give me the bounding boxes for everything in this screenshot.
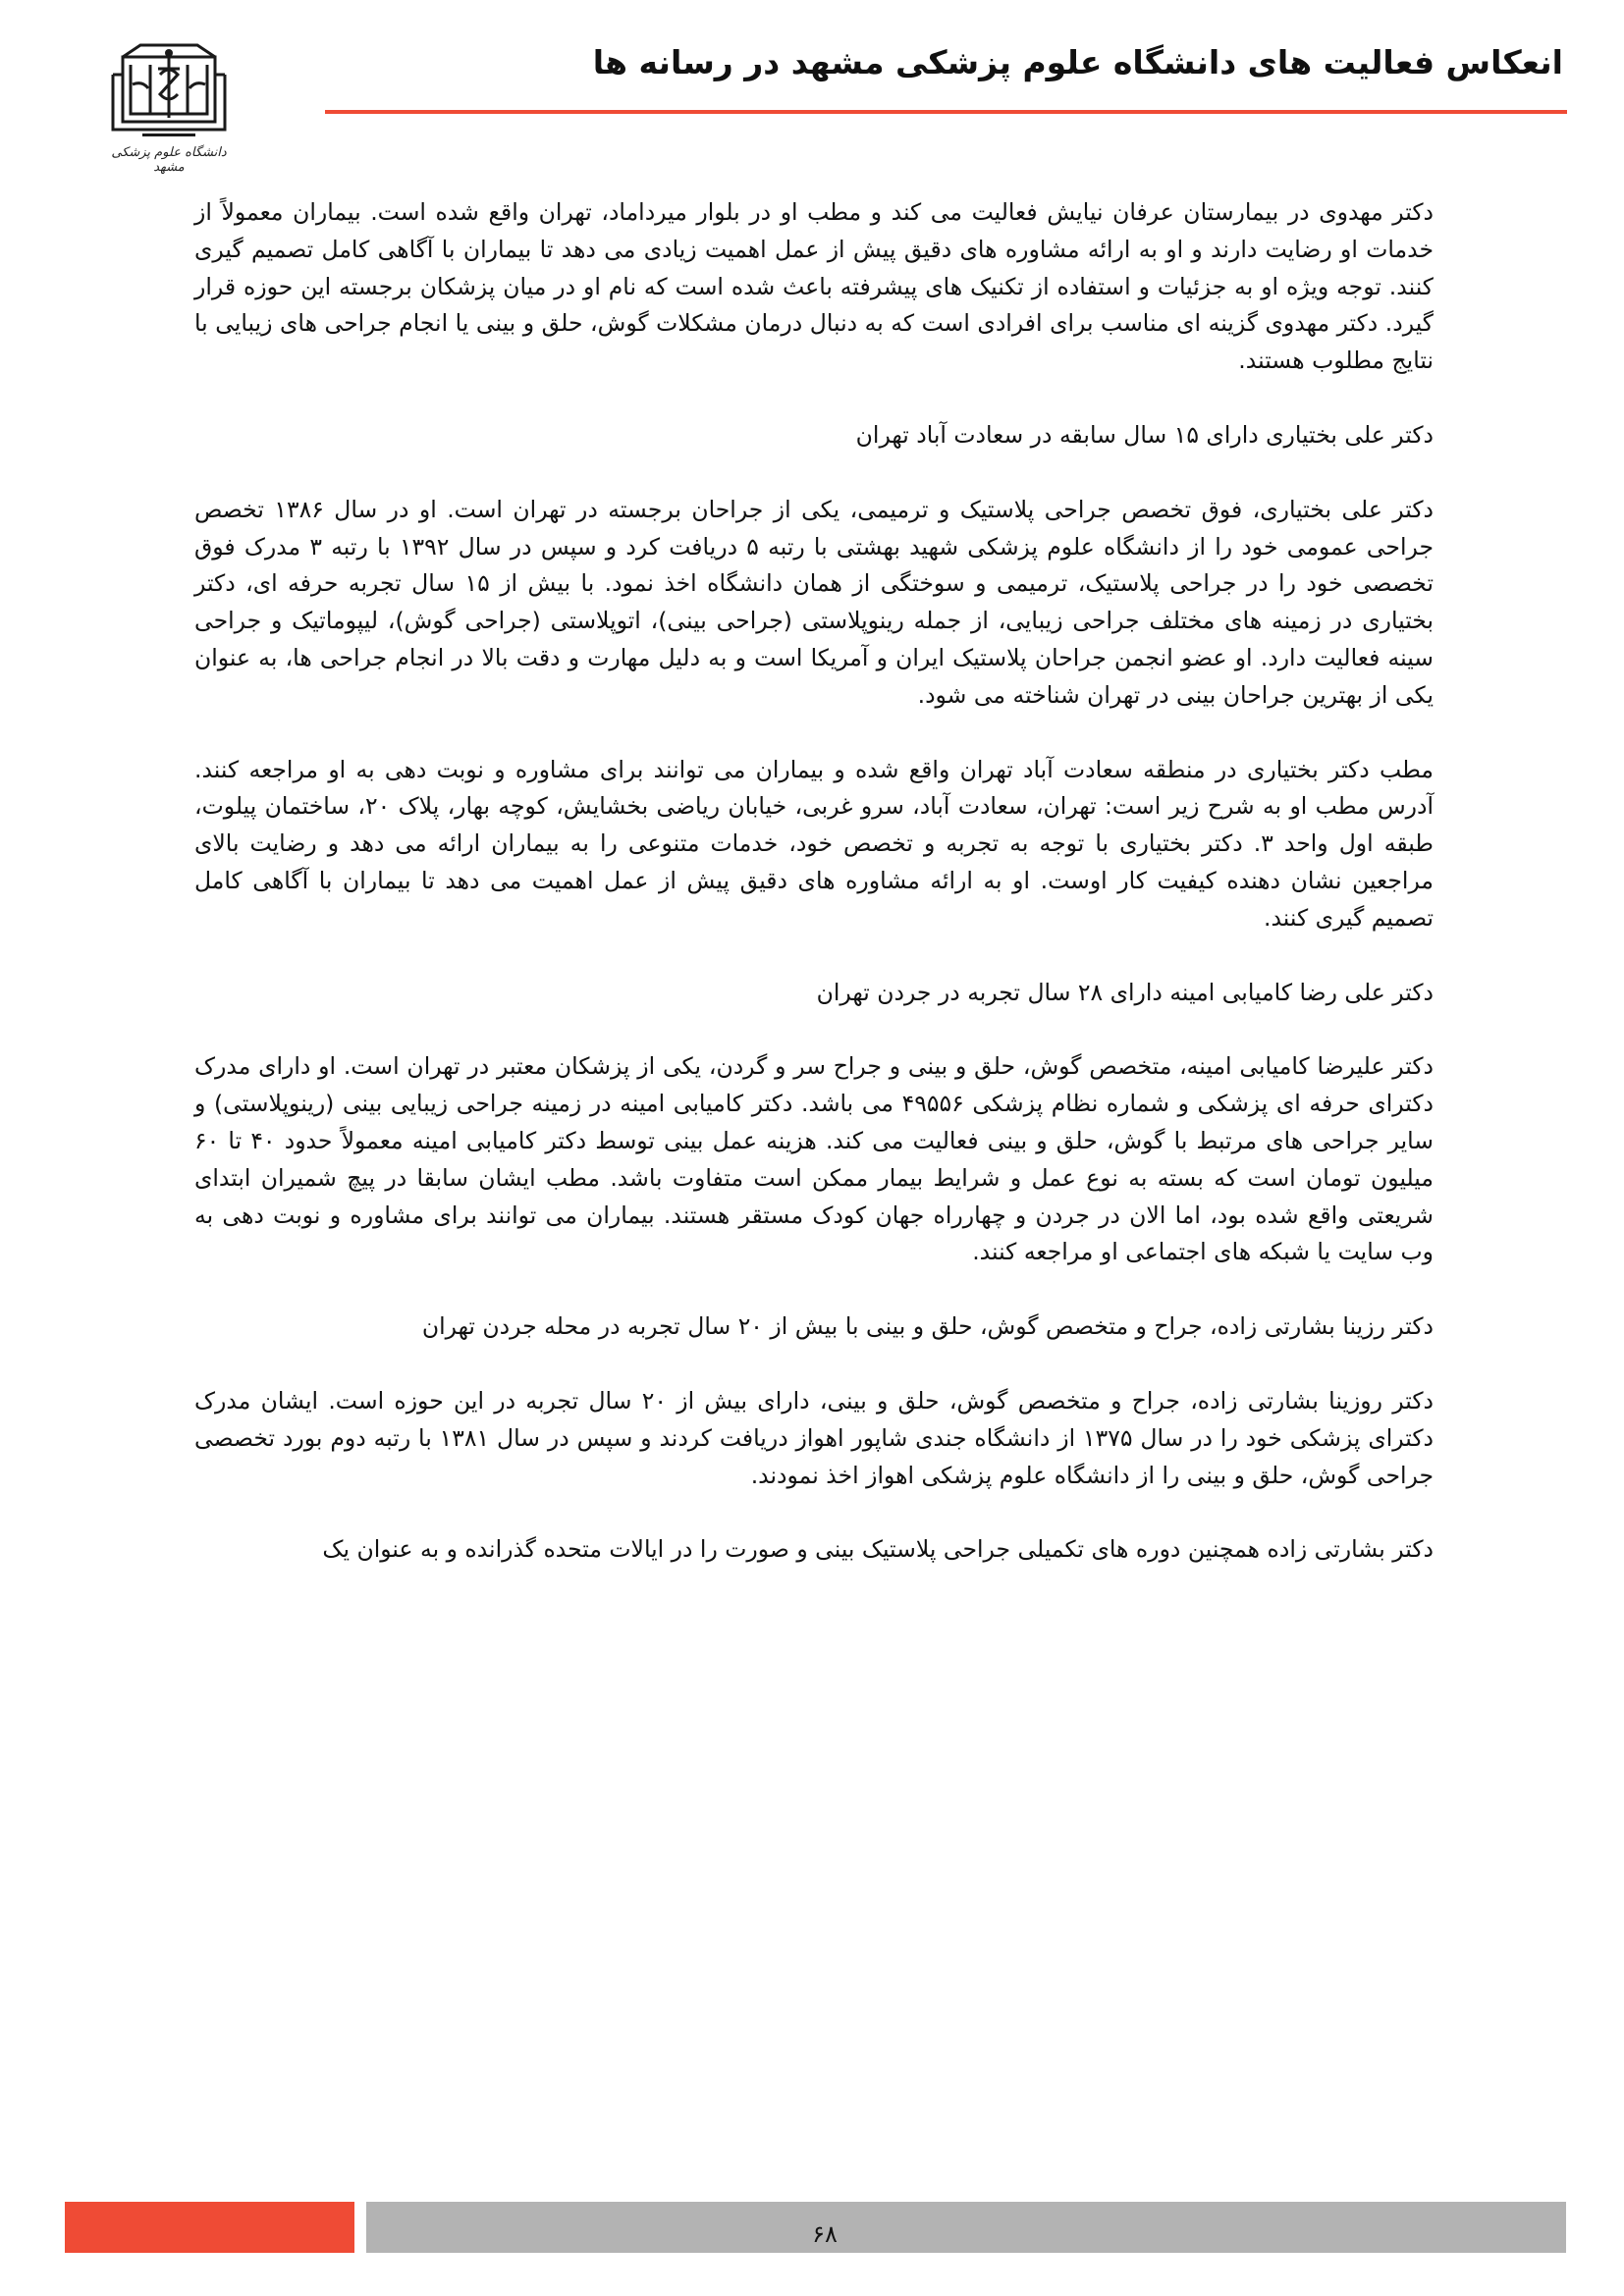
paragraph-bakhtiari-bio: دکتر علی بختیاری، فوق تخصص جراحی پلاستیک و ترمیمی، یکی از جراحان برجسته در تهران است. او در سال ۱۳۸۶ تخصص جراحی عمومی خود را از دانشگاه علوم پزشکی شهید بهشتی با رتبه ۵ دریافت کرد و سپس در سال ۱۳۹۲ با رتبه ۳ مدرک فوق تخصصی خود را در جراحی پلاستیک، ترمیمی و سوختگی از همان دانشگاه اخذ نمود. با بیش از ۱۵ سال تجربه حرفه ای، دکتر بختیاری در زمینه های مختلف جراحی زیبایی، از جمله رینوپلاستی (جراحی بینی)، اتوپلاستی (جراحی گوش)، لیپوماتیک و جراحی سینه فعالیت دارد. او عضو انجمن جراحان پلاستیک ایران و آمریکا است و به دلیل مهارت و دقت بالا در انجام جراحی ها، به عنوان یکی از بهترین جراحان بینی در تهران شناخته می شود. [194,495,1435,709]
footer-accent-bar [65,2202,354,2253]
paragraph-kamyabi-amineh-bio: دکتر علیرضا کامیابی امینه، متخصص گوش، حلق و بینی و جراح سر و گردن، یکی از پزشکان معتبر در تهران است. او دارای مدرک دکترای حرفه ای پزشکی و شماره نظام پزشکی ۴۹۵۵۶ می باشد. دکتر کامیابی امینه در زمینه جراحی زیبایی بینی (رینوپلاستی) و سایر جراحی های مرتبط با گوش، حلق و بینی فعالیت می کند. هزینه عمل بینی توسط دکتر کامیابی امینه معمولاً حدود ۴۰ تا ۶۰ میلیون تومان است که بسته به نوع عمل و شرایط بیمار ممکن است متفاوت باشد. مطب ایشان سابقا در پیچ شمیران ابتدای شریعتی واقع شده بود، اما الان در جردن و چهارراه جهان کودک مستقر هستند. بیماران می توانند برای مشاوره و نوبت دهی به وب سایت یا شبکه های اجتماعی او مراجعه کنند. [194,1052,1435,1266]
paragraph-besharatizadeh-bio: دکتر روزینا بشارتی زاده، جراح و متخصص گوش، حلق و بینی، دارای بیش از ۲۰ سال تجربه در این حوزه است. ایشان مدرک دکترای پزشکی خود را در سال ۱۳۷۵ از دانشگاه جندی شاپور اهواز دریافت کردند و سپس در سال ۱۳۸۱ با رتبه دوم بورد تخصصی جراحی گوش، حلق و بینی را از دانشگاه علوم پزشکی اهواز اخذ نمودند. [194,1386,1435,1489]
paragraph-mahdavi-practice: دکتر مهدوی در بیمارستان عرفان نیایش فعالیت می کند و مطب او در بلوار میرداماد، تهران واقع شده است. بیماران معمولاً از خدمات او رضایت دارند و او به ارائه مشاوره های دقیق پیش از عمل اهمیت زیادی می دهد تا بیماران با آگاهی کامل تصمیم گیری کنند. توجه ویژه او به جزئیات و استفاده از تکنیک های پیشرفته باعث شده است که نام او در میان پزشکان برجسته این حوزه قرار گیرد. دکتر مهدوی گزینه ای مناسب برای افرادی است که به دنبال درمان مشکلات گوش، حلق و بینی یا انجام جراحی های زیبایی با نتایج مطلوب هستند. [194,198,1434,375]
page-number: ۶۸ [812,2220,838,2248]
article-body [194,194,1434,1569]
header-divider [325,110,1567,114]
footer-bar [366,2202,1566,2253]
paragraph-besharatizadeh-training: دکتر بشارتی زاده همچنین دوره های تکمیلی جراحی پلاستیک بینی و صورت را در ایالات متحده گذرانده و به عنوان یک [322,1535,1434,1564]
logo-caption: دانشگاه علوم پزشکی مشهد [111,145,227,175]
university-logo [103,35,235,175]
subheading-besharatizadeh: دکتر رزینا بشارتی زاده، جراح و متخصص گوش، حلق و بینی با بیش از ۲۰ سال تجربه در محله جردن تهران [421,1312,1434,1341]
paragraph-bakhtiari-office: مطب دکتر بختیاری در منطقه سعادت آباد تهران واقع شده و بیماران می توانند برای مشاوره و نوبت دهی به او مراجعه کنند. آدرس مطب او به شرح زیر است: تهران، سعادت آباد، سرو غربی، خیابان ریاضی بخشایش، کوچه بهار، پلاک ۲۰، ساختمان پیلوت، طبقه اول واحد ۳. دکتر بختیاری با توجه به تجربه و تخصص خود، خدمات متنوعی را به بیماران ارائه می دهد و رضایت بالای مراجعین نشان دهنده کیفیت کار اوست. او به ارائه مشاوره های دقیق پیش از عمل اهمیت می دهد تا بیماران با آگاهی کامل تصمیم گیری کنند. [194,755,1434,932]
subheading-kamyabi-amineh: دکتر علی رضا کامیابی امینه دارای ۲۸ سال تجربه در جردن تهران [816,978,1434,1006]
subheading-bakhtiari: دکتر علی بختیاری دارای ۱۵ سال سابقه در سعادت آباد تهران [855,420,1434,449]
page-header-title: انعکاس فعالیت های دانشگاه علوم پزشکی مشهد در رسانه ها [592,43,1563,81]
university-emblem-icon [103,35,235,143]
